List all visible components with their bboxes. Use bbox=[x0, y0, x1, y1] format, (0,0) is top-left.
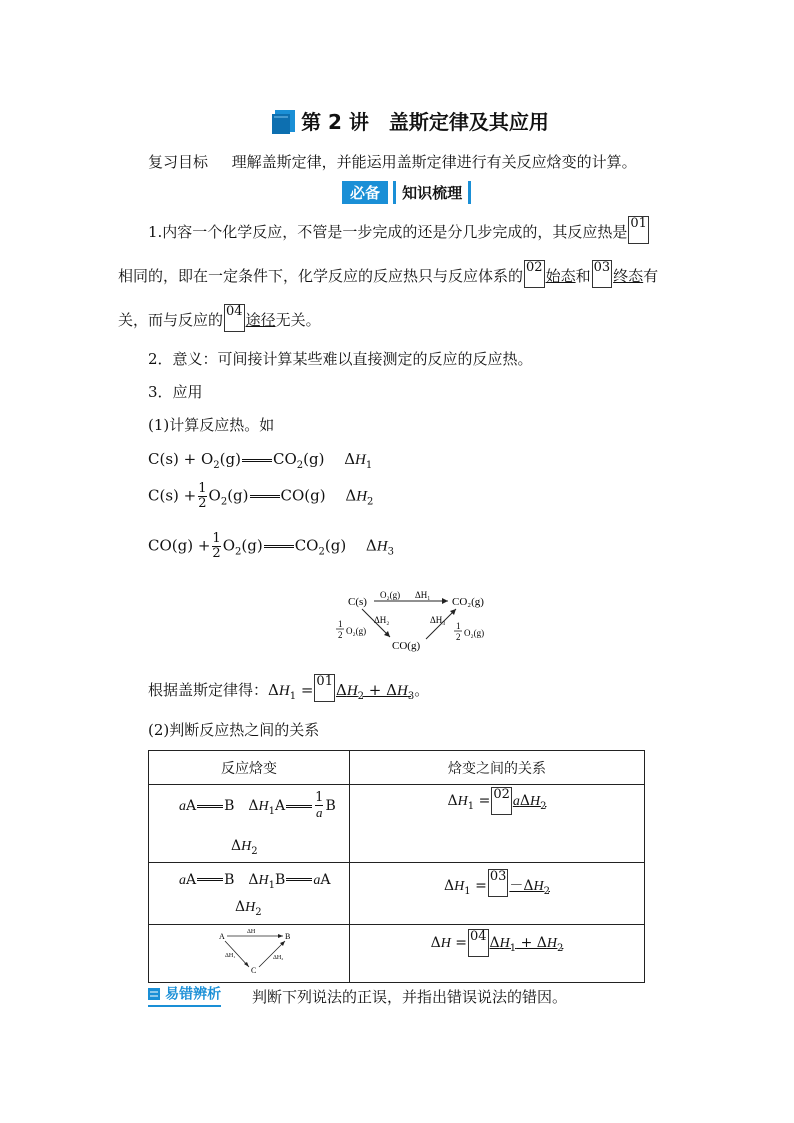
svg-text:ΔH₂: ΔH₂ bbox=[273, 955, 284, 962]
tag-knowledge: 知识梳理 bbox=[393, 181, 471, 204]
abc-triangle-diagram bbox=[217, 927, 297, 977]
table-blank-02: 02 bbox=[491, 787, 512, 815]
blank-box-02: 02 bbox=[524, 260, 545, 288]
node-co2: CO₂(g) bbox=[452, 596, 484, 608]
svg-text:A: A bbox=[219, 932, 225, 942]
review-goal-text: 理解盖斯定律，并能运用盖斯定律进行有关反应焓变的计算。 bbox=[231, 153, 637, 171]
error-analysis-text: 判断下列说法的正误，并指出错误说法的错因。 bbox=[252, 988, 568, 1006]
paragraph-3-1: (1)计算反应热。如 bbox=[148, 416, 275, 434]
tag-required: 必备 bbox=[342, 181, 388, 204]
paragraph-3: 3．应用 bbox=[148, 383, 203, 401]
title-block bbox=[272, 106, 549, 135]
label-dh1: ΔH₁ bbox=[415, 590, 431, 600]
label-dh3: ΔH₃ bbox=[430, 615, 446, 625]
enthalpy-relation-table bbox=[148, 750, 645, 983]
frac-left-num: 1 bbox=[338, 619, 343, 629]
svg-text:C: C bbox=[251, 966, 257, 976]
node-c: C(s) bbox=[348, 596, 367, 608]
answer-initial-state: 始态 bbox=[545, 267, 576, 285]
hess-law-result: 根据盖斯定律得：$\Delta H_1 = 01$ $\Delta H_2 + \Delta H_3$。 bbox=[148, 674, 430, 702]
blank-box-04: 04 bbox=[224, 304, 245, 332]
answer-path: 途径 bbox=[245, 311, 276, 329]
label-o2-left: O₂(g) bbox=[346, 626, 367, 636]
review-goal-label: 复习目标 bbox=[148, 153, 209, 171]
paragraph-3-2: (2)判断反应热之间的关系 bbox=[148, 721, 320, 739]
blank-box-03: 03 bbox=[592, 260, 613, 288]
page-title: 第 2 讲 盖斯定律及其应用 bbox=[301, 110, 549, 134]
answer-final-state: 终态 bbox=[613, 267, 644, 285]
equation-1: $C(s) + O_2(g)$ $CO_2(g)$ $\Delta H_1$ bbox=[148, 450, 373, 471]
frac-right-den: 2 bbox=[456, 632, 461, 642]
table-row: A B C ΔH ΔH₁ ΔH₂ ΔH = 04 $\Delta H_1 + \Delta H_2$ bbox=[149, 925, 645, 983]
table-row: aA B $\Delta H_1A$ $\frac{1}{a}$ B $\Delta H_2$ $\Delta H_1 = 02$ aΔH$_2$ bbox=[149, 785, 645, 863]
equation-3: CO(g) + $\frac{1}{2}$ $O_2(g)$ $CO_2(g)$ $\Delta H_3$ bbox=[148, 531, 394, 561]
table-blank-04: 04 bbox=[468, 929, 489, 957]
table-blank-03: 03 bbox=[488, 869, 509, 897]
section-tag bbox=[342, 181, 471, 203]
hess-cycle-diagram bbox=[330, 585, 500, 660]
paragraph-1-line-1: 1.内容一个化学反应，不管是一步完成的还是分几步完成的，其反应热是 01 bbox=[148, 222, 650, 250]
label-o2-top: O₂(g) bbox=[380, 590, 401, 600]
svg-text:B: B bbox=[285, 932, 291, 942]
frac-left-den: 2 bbox=[338, 630, 343, 640]
error-analysis-tag: 易错辨析 bbox=[148, 983, 221, 1007]
table-header-relation: 焓变之间的关系 bbox=[350, 751, 645, 785]
notebook-icon bbox=[148, 988, 160, 1000]
table-header-enthalpy: 反应焓变 bbox=[149, 751, 350, 785]
paragraph-2: 2．意义：可间接计算某些难以直接测定的反应的反应热。 bbox=[148, 350, 533, 368]
review-goal bbox=[148, 152, 637, 172]
frac-right-num: 1 bbox=[456, 621, 461, 631]
label-o2-right: O₂(g) bbox=[464, 628, 485, 638]
blank-box-law: 01 bbox=[314, 674, 335, 702]
svg-text:ΔH₁: ΔH₁ bbox=[225, 953, 236, 960]
table-row: aA B $\Delta H_1B$ aA $\Delta H_2$ $\Delta H_1 =03-\Delta H_2$ bbox=[149, 862, 645, 925]
paragraph-1-line-3: 关，而与反应的 04 途径无关。 bbox=[118, 310, 321, 338]
node-co: CO(g) bbox=[392, 640, 421, 652]
label-dh2: ΔH₂ bbox=[374, 615, 390, 625]
svg-text:ΔH: ΔH bbox=[247, 929, 256, 936]
equation-2: C(s) + $\frac{1}{2}$ $O_2(g)$ CO(g) $\Delta H_2$ bbox=[148, 481, 374, 511]
book-icon bbox=[272, 108, 296, 134]
paragraph-1-line-2: 相同的，即在一定条件下，化学反应的反应热只与反应体系的 02 始态和 03 终态有 bbox=[118, 266, 658, 294]
blank-box-01: 01 bbox=[628, 216, 649, 244]
